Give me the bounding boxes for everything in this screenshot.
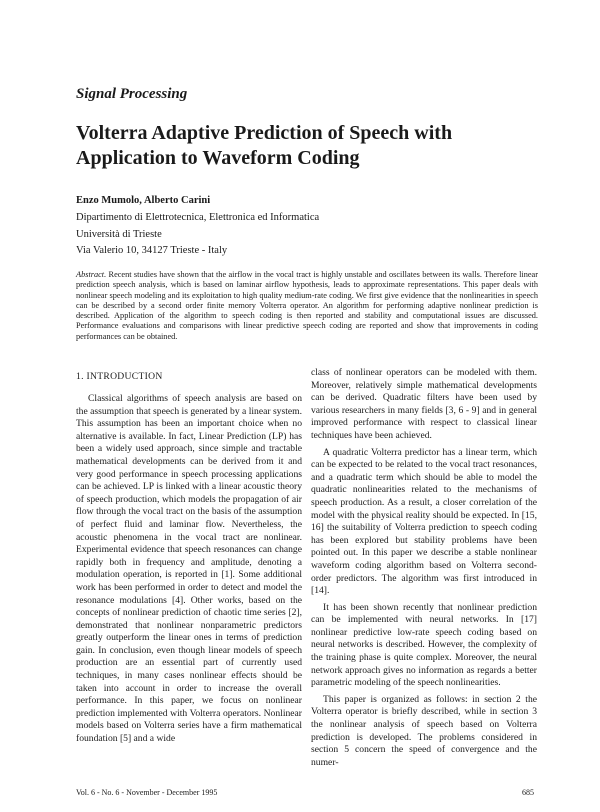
affiliation-university: Università di Trieste bbox=[76, 228, 162, 240]
abstract-label: Abstract. bbox=[76, 270, 107, 279]
abstract-text: Recent studies have shown that the airflow in the vocal tract is highly unstable and oscillates between its walls. Therefore linear prediction speech analysis, which is based on laminar airflow hypothesis, leads to approximate representations. This paper deals with nonlinear speech modeling and its exploitation to high quality medium-rate coding. We first give evidence that the nonlinearities in speech can be described by a second order finite memory Volterra operator. An algorithm for performing adaptive nonlinear prediction is described. Application of the algorithm to speech coding is then reported and stability and computational issues are discussed. Performance evaluations and comparisons with linear predictive speech coding are reported and show that improvements in coding performances can be obtained. bbox=[76, 270, 538, 341]
page-number: 685 bbox=[522, 788, 534, 797]
section-label: Signal Processing bbox=[76, 86, 188, 102]
paper-title: Volterra Adaptive Prediction of Speech with Application to Waveform Coding bbox=[76, 122, 453, 169]
paragraph: Classical algorithms of speech analysis are based on the assumption that speech is generated by a linear system. This assumption has been an important choice when no alternative is available. In fact, Linear Prediction (LP) has been a widely used approach, since simple and tractable mathematical developments can be derived from it and very good performance in speech processing applications can be achieved. LP is linked with a linear acoustic theory of speech production, which models the propagation of air flow through the vocal tract on the basis of the assumption of perfect fluid and laminar flow. Nevertheless, the acoustic phenomena in the vocal tract are nonlinear. Experimental evidence that speech resonances can change rapidly both in frequency and amplitude, denoting a modulation operation, is reported in [1]. Some additional work has been performed in order to detect and model the resonance modulations [4]. Other works, based on the concepts of nonlinear prediction of chaotic time series [2], demonstrated that nonlinear nonparametric predictors greatly outperform the linear ones in terms of prediction gain. In conclusion, even though linear models of speech production are an essential part of currently used techniques, in many cases nonlinear effects should be taken into account in order to increase the overall performance. In this paper, we focus on nonlinear prediction implemented with Volterra operators. Nonlinear models based on Volterra series have a firm mathematical foundation [5] and a wide bbox=[76, 393, 302, 745]
affiliation-department: Dipartimento di Elettrotecnica, Elettronica ed Informatica bbox=[76, 212, 320, 223]
authors: Enzo Mumolo, Alberto Carini bbox=[76, 195, 211, 206]
left-column bbox=[76, 393, 302, 771]
paragraph: This paper is organized as follows: in section 2 the Volterra operator is briefly described, while in section 3 the nonlinear analysis of speech based on Volterra prediction is developed. The problems considered in section 5 concern the speed of convergence and the numer- bbox=[311, 693, 537, 768]
abstract bbox=[76, 270, 538, 342]
right-column bbox=[311, 367, 537, 768]
affiliation bbox=[76, 210, 319, 260]
journal-footer: Vol. 6 - No. 6 - November - December 1995 bbox=[76, 788, 218, 797]
paragraph: class of nonlinear operators can be modeled with them. Moreover, relatively simple mathematical developments can be derived. Quadratic filters have been used by various researchers in many fields [3, 6 - 9] and in general improved performance with respect to classical linear techniques have been achieved. bbox=[311, 367, 537, 441]
paragraph: It has been shown recently that nonlinear prediction can be implemented with neural networks. In [17] nonlinear predictive low-rate speech coding based on neural networks is described. However, the complexity of the training phase is quite complex. Moreover, the neural network approach gives no information as regards a better parametric modeling of the speech nonlinearities. bbox=[311, 601, 537, 689]
paragraph: A quadratic Volterra predictor has a linear term, which can be expected to be related to the vocal tract resonances, and a quadratic term which should be able to model the quadratic nonlinearities related to the mechanisms of speech production. As a result, a closer correlation of the model with the physical reality should be expected. In [15, 16] the suitability of Volterra prediction to speech coding has been explored but stability problems have been pointed out. In this paper we describe a stable nonlinear waveform coding algorithm based on Volterra second-order predictors. The algorithm was first introduced in [14]. bbox=[311, 446, 537, 597]
section-heading: 1. INTRODUCTION bbox=[76, 371, 163, 382]
affiliation-address: Via Valerio 10, 34127 Trieste - Italy bbox=[76, 245, 228, 256]
